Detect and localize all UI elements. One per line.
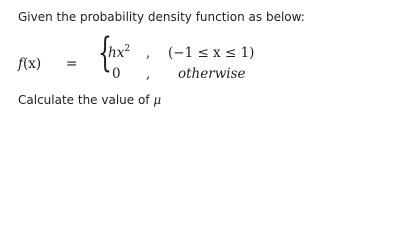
case1-condition: (−1 ≤ x ≤ 1) xyxy=(168,45,255,61)
equals-sign: = xyxy=(66,56,78,72)
case1-value xyxy=(108,44,130,61)
case2-separator: , xyxy=(146,66,151,82)
prompt-text: Calculate the value of xyxy=(18,93,150,107)
function-argument: (x) xyxy=(23,56,42,72)
function-lhs xyxy=(18,56,41,72)
piecewise-brace: { xyxy=(98,30,112,76)
case2-value: 0 xyxy=(112,66,121,82)
problem-prompt xyxy=(18,93,161,107)
problem-intro-text: Given the probability density function as below: xyxy=(18,10,305,24)
case2-condition: otherwise xyxy=(178,66,246,82)
case1-separator: , xyxy=(146,45,151,61)
page xyxy=(0,0,413,115)
pdf-equation xyxy=(18,30,278,85)
case1-value-base: hx xyxy=(108,45,125,61)
function-name: f xyxy=(18,56,23,72)
mu-symbol: μ xyxy=(153,93,162,107)
case1-value-exponent: 2 xyxy=(124,44,131,54)
